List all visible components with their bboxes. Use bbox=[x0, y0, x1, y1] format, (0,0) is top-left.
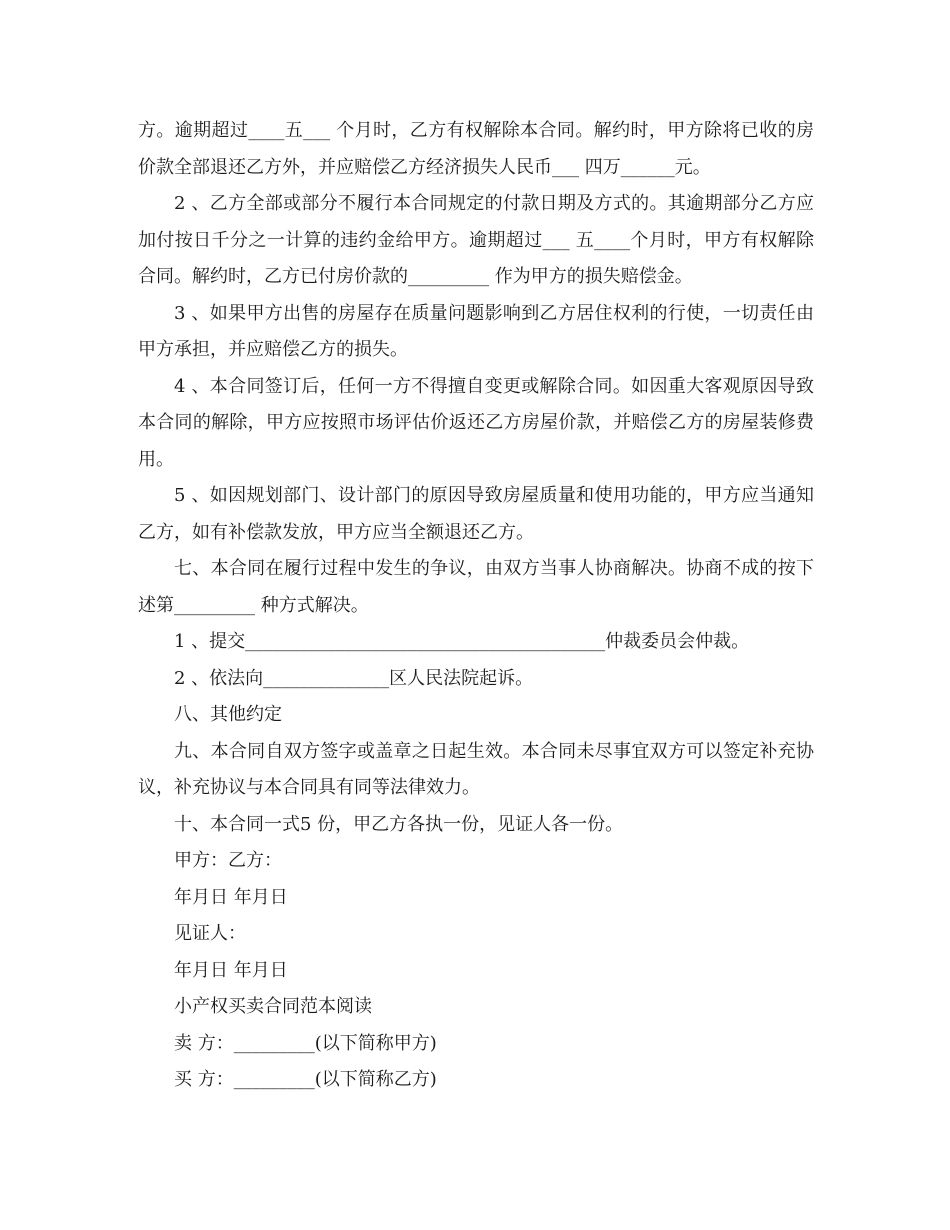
document-body bbox=[138, 113, 814, 1099]
paragraph-arbitration: 1 、提交________________________________________仲裁委员会仲裁。 bbox=[174, 631, 750, 652]
paragraph-other-terms: 八、其他约定 bbox=[174, 704, 282, 725]
paragraph-effective: 九、本合同自双方签字或盖章之日起生效。本合同未尽事宜双方可以签定补充协议，补充协议与本合同具有同等法律效力。 bbox=[138, 740, 814, 798]
signature-witness-dates: 年月日 年月日 bbox=[174, 959, 288, 981]
signature-parties: 甲方：乙方： bbox=[174, 850, 282, 871]
paragraph-quality-issue: 3 、如果甲方出售的房屋存在质量问题影响到乙方居住权利的行使，一切责任由甲方承担，并应赔偿乙方的损失。 bbox=[138, 302, 814, 360]
seller-line: 卖 方：_________(以下简称甲方) bbox=[174, 1032, 437, 1054]
signature-witness: 见证人： bbox=[174, 923, 246, 944]
paragraph-court: 2 、依法向______________区人民法院起诉。 bbox=[174, 667, 534, 689]
paragraph-breach-buyer: 2 、乙方全部或部分不履行本合同规定的付款日期及方式的。其逾期部分乙方应加付按日千分之一计算的违约金给甲方。逾期超过___ 五____个月时，甲方有权解除合同。解约时，乙方已付房价款的_________ 作为甲方的损失赔偿金。 bbox=[138, 193, 814, 287]
section-title: 小产权买卖合同范本阅读 bbox=[174, 996, 372, 1017]
signature-dates: 年月日 年月日 bbox=[174, 886, 288, 908]
paragraph-planning-dept: 5 、如因规划部门、设计部门的原因导致房屋质量和使用功能的，甲方应当通知乙方，如有补偿款发放，甲方应当全额退还乙方。 bbox=[138, 485, 814, 543]
paragraph-dispute-resolution: 七、本合同在履行过程中发生的争议，由双方当事人协商解决。协商不成的按下述第_________ 种方式解决。 bbox=[138, 558, 814, 616]
buyer-line: 买 方：_________(以下简称乙方) bbox=[174, 1069, 437, 1090]
paragraph-copies: 十、本合同一式5 份，甲乙方各执一份，见证人各一份。 bbox=[174, 813, 624, 835]
paragraph-no-modification: 4 、本合同签订后，任何一方不得擅自变更或解除合同。如因重大客观原因导致本合同的解除，甲方应按照市场评估价返还乙方房屋价款，并赔偿乙方的房屋装修费用。 bbox=[138, 375, 814, 470]
paragraph-breach-seller-cont: 方。逾期超过____五___ 个月时，乙方有权解除本合同。解约时，甲方除将已收的房价款全部退还乙方外，并应赔偿乙方经济损失人民币___ 四万______元。 bbox=[138, 120, 814, 178]
